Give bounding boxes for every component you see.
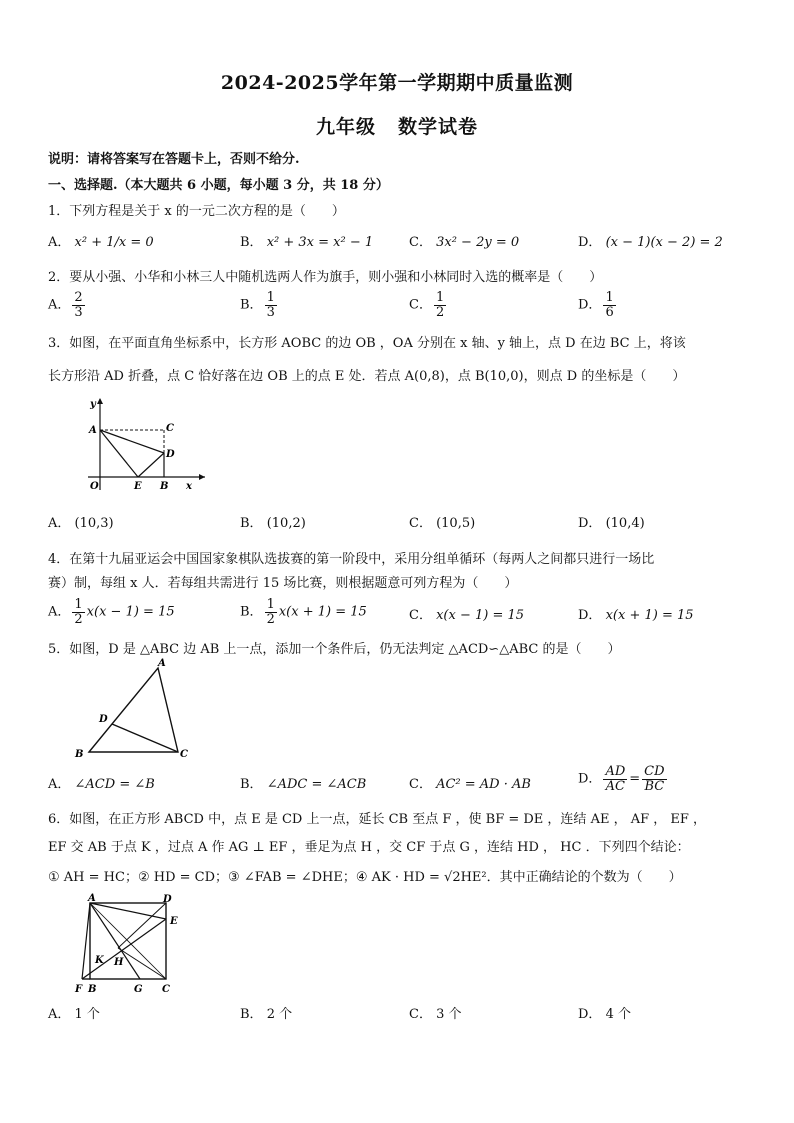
label-c: C: [180, 749, 188, 760]
q3-option-d: D． (10,4): [578, 516, 645, 531]
q5-figure: [72, 656, 202, 764]
question-1-stem: 1．下列方程是关于 x 的一元二次方程的是（ ）: [48, 204, 345, 219]
q1-option-d: D． (x − 1)(x − 2) = 2: [578, 235, 723, 250]
label-k: K: [95, 955, 104, 966]
q2-option-a: A． $\frac{2}{3}$: [48, 290, 83, 320]
label-e: E: [170, 916, 178, 927]
q5-option-a: A． ∠ACD = ∠B: [48, 777, 155, 792]
segment-hc: [118, 948, 166, 979]
q6-option-c: C． 3 个: [409, 1007, 462, 1022]
q5-option-d: D． $\frac{AD}{AC}$ = $\frac{CD}{BC}$: [578, 764, 665, 794]
question-5-stem: 5．如图，D 是 △ABC 边 AB 上一点，添加一个条件后，仍无法判定 △ACD∽△ABC 的是（ ）: [48, 642, 621, 657]
q6-option-a: A． 1 个: [48, 1007, 100, 1022]
label-a: A: [158, 658, 166, 669]
triangle-abc: [89, 668, 178, 752]
question-2-stem: 2．要从小强、小华和小林三人中随机选两人作为旗手，则小强和小林同时入选的概率是（ ）: [48, 270, 603, 285]
instructions: 说明：请将答案写在答题卡上，否则不给分.: [48, 152, 300, 167]
q1-option-b: B． x² + 3x = x² − 1: [240, 235, 374, 250]
label-e: E: [134, 481, 142, 492]
segment-ae: [90, 903, 166, 919]
question-6-stem-line2: EF 交 AB 于点 K ，过点 A 作 AG ⊥ EF ，垂足为点 H ，交 CF 于点 G ，连结 HD ， HC ．下列四个结论：: [48, 840, 690, 855]
label-d: D: [163, 894, 172, 905]
q2-option-b: B． $\frac{1}{3}$: [240, 290, 275, 320]
label-d: D: [99, 714, 108, 725]
y-axis-arrow: [97, 398, 103, 404]
label-a: A: [89, 425, 97, 436]
question-4-stem-line2: 赛）制，每组 x 人．若每组共需进行 15 场比赛，则根据题意可列方程为（ ）: [48, 576, 518, 591]
label-o: O: [90, 481, 99, 492]
label-d: D: [166, 449, 175, 460]
question-3-stem-line2: 长方形沿 AD 折叠，点 C 恰好落在边 OB 上的点 E 处．若点 A(0,8)，点 B(10,0)，则点 D 的坐标是（ ）: [48, 369, 686, 384]
q5-option-c: C． AC² = AD · AB: [409, 777, 531, 792]
q3-option-c: C． (10,5): [409, 516, 476, 531]
q4-option-d: D． x(x + 1) = 15: [578, 608, 694, 623]
x-axis-arrow: [199, 474, 205, 480]
q2-option-d: D． $\frac{1}{6}$: [578, 290, 614, 320]
q4-option-c: C． x(x − 1) = 15: [409, 608, 525, 623]
grade-label: 九年级: [315, 116, 376, 138]
exam-title: 2024-2025学年第一学期期中质量监测: [220, 72, 574, 94]
segment-ed: [138, 453, 164, 477]
subject-label: 数学试卷: [398, 116, 479, 138]
label-a: A: [88, 893, 96, 904]
segment-fe: [82, 919, 166, 979]
segment-af: [82, 903, 90, 979]
section-heading: 一、选择题.（本大题共 6 小题，每小题 3 分，共 18 分）: [48, 178, 389, 193]
segment-hd: [118, 903, 166, 948]
label-c: C: [166, 423, 174, 434]
exam-subtitle: [0, 112, 794, 139]
label-h: H: [114, 957, 124, 968]
label-f: F: [75, 984, 83, 995]
question-6-stem-line3: ① AH = HC；② HD = CD；③ ∠FAB = ∠DHE；④ AK · HD = √2HE²．其中正确结论的个数为（ ）: [48, 870, 682, 885]
diagonal-ac: [90, 903, 166, 979]
label-y: y: [90, 399, 96, 410]
label-g: G: [134, 984, 143, 995]
q3-option-a: A． (10,3): [48, 516, 114, 531]
q1-option-a: A． x² + 1/x = 0: [48, 235, 154, 250]
label-x: x: [186, 481, 192, 492]
q4-option-a: A． $\frac{1}{2}$ x(x − 1) = 15: [48, 597, 175, 627]
q3-option-b: B． (10,2): [240, 516, 306, 531]
q4-option-b: B． $\frac{1}{2}$ x(x + 1) = 15: [240, 597, 367, 627]
q2-option-c: C． $\frac{1}{2}$: [409, 290, 445, 320]
q1-option-c: C． 3x² − 2y = 0: [409, 235, 520, 250]
label-c: C: [162, 984, 170, 995]
question-4-stem-line1: 4．在第十九届亚运会中国国家象棋队选拔赛的第一阶段中，采用分组单循环（每两人之间都只进行一场比: [48, 552, 655, 567]
q6-figure: [70, 893, 190, 1001]
label-b: B: [160, 481, 169, 492]
q5-option-b: B． ∠ADC = ∠ACB: [240, 777, 367, 792]
q6-option-d: D． 4 个: [578, 1007, 631, 1022]
segment-cd: [112, 724, 178, 752]
question-6-stem-line1: 6．如图，在正方形 ABCD 中，点 E 是 CD 上一点，延长 CB 至点 F ，使 BF = DE ，连结 AE ， AF ， EF ，: [48, 812, 707, 827]
q6-option-b: B． 2 个: [240, 1007, 293, 1022]
label-b: B: [75, 749, 84, 760]
question-3-stem-line1: 3．如图，在平面直角坐标系中，长方形 AOBC 的边 OB ，OA 分别在 x 轴、y 轴上，点 D 在边 BC 上，将该: [48, 336, 686, 351]
q3-figure: [80, 395, 210, 495]
label-b: B: [88, 984, 97, 995]
